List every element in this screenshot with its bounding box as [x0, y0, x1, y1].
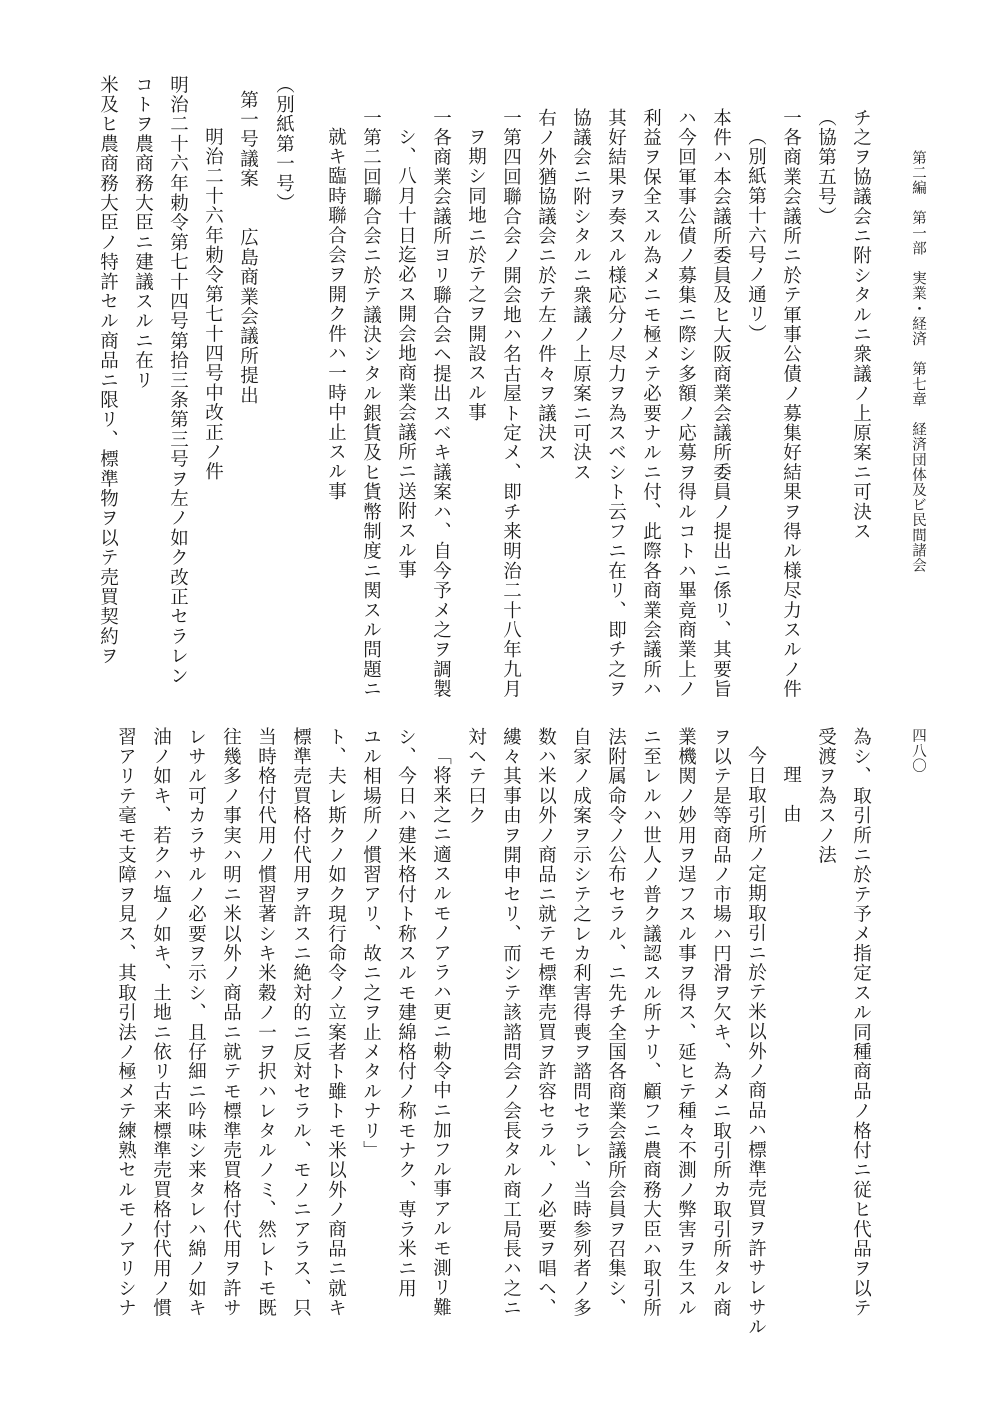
text-column: ヲ期シ同地ニ於テ之ヲ開設スル事	[465, 127, 487, 423]
text-column: 米及ヒ農商務大臣ノ特許セル商品ニ限リ、標準物ヲ以テ売買契約ヲ	[97, 75, 119, 666]
text-column: 第一号議案 広島商業会議所提出	[237, 90, 259, 406]
page-number: 四八〇	[910, 728, 926, 774]
text-column: 右ノ外猶協議会ニ於テ左ノ件々ヲ議決ス	[535, 108, 557, 463]
text-column: 一各商業会議所ニ於テ軍事公債ノ募集好結果ヲ得ル様尽力スルノ件	[780, 108, 802, 699]
text-column: ニ至レルハ世人ノ普ク議認スル所ナリ、顧フニ農商務大臣ハ取引所	[640, 727, 662, 1318]
text-column: シ、今日ハ建米格付ト称スルモ建綿格付ノ称モナク、専ラ米ニ用	[395, 727, 417, 1299]
text-column: 習アリテ毫モ支障ヲ見ス、其取引法ノ極メテ練熟セルモノアリシナ	[115, 727, 137, 1318]
text-column: 利益ヲ保全スル為メニモ極メテ必要ナルニ付、此際各商業会議所ハ	[640, 108, 662, 699]
text-column: 油ノ如キ、若クハ塩ノ如キ、土地ニ依リ古来標準売買格付代用ノ慣	[150, 727, 172, 1318]
text-column: ト、夫レ斯クノ如ク現行命令ノ立案者ト雖トモ米以外ノ商品ニ就キ	[325, 727, 347, 1319]
text-column: 業機関ノ妙用ヲ逞フスル事ヲ得ス、延ヒテ種々不測ノ弊害ヲ生スル	[675, 727, 697, 1318]
text-column: コトヲ農商務大臣ニ建議スルニ在リ	[132, 75, 154, 391]
text-column: 明治二十六年勅令第七十四号中改正ノ件	[202, 127, 224, 482]
text-column: ユル相場所ノ慣習アリ、故ニ之ヲ止メタルナリ」	[360, 727, 382, 1161]
running-header: 第二編 第一部 実業・経済 第七章 経済団体及ビ民間諸会	[910, 150, 926, 573]
text-column: 法附属命令ノ公布セラル、ニ先チ全国各商業会議所会員ヲ召集シ、	[605, 727, 627, 1318]
text-column: （別紙第十六号ノ通リ）	[745, 127, 767, 344]
text-column: 受渡ヲ為スノ法	[815, 727, 837, 865]
text-column: 為シ、取引所ニ於テ予メ指定スル同種商品ノ格付ニ従ヒ代品ヲ以テ	[850, 727, 872, 1318]
text-column: 一第四回聯合会ノ開会地ハ名古屋ト定メ、即チ来明治二十八年九月	[500, 108, 522, 699]
text-column: （協第五号）	[815, 108, 837, 227]
text-column: 標準売買格付代用ヲ許スニ絶対的ニ反対セラル、モノニアラス、只	[290, 727, 312, 1318]
text-column: 一第二回聯合会ニ於テ議決シタル銀貨及ヒ貨幣制度ニ関スル問題ニ	[360, 108, 382, 699]
text-column: （別紙第一号）	[273, 75, 295, 213]
text-column: 就キ臨時聯合会ヲ開ク件ハ一時中止スル事	[325, 127, 347, 502]
text-column: 往幾多ノ事実ハ明ニ米以外ノ商品ニ就テモ標準売買格付代用ヲ許サ	[220, 727, 242, 1318]
text-column: 数ハ米以外ノ商品ニ就テモ標準売買ヲ許容セラル、ノ必要ヲ唱ヘ、	[535, 727, 557, 1318]
text-column: 自家ノ成案ヲ示シテ之レカ利害得喪ヲ諮問セラレ、当時参列者ノ多	[570, 727, 592, 1318]
text-column: 其好結果ヲ奏スル様応分ノ尽力ヲ為スベシト云フニ在リ、即チ之ヲ	[605, 108, 627, 699]
text-column: 本件ハ本会議所委員及ヒ大阪商業会議所委員ノ提出ニ係リ、其要旨	[710, 108, 732, 699]
text-column: 明治二十六年勅令第七十四号第拾三条第三号ヲ左ノ如ク改正セラレン	[167, 75, 189, 686]
text-column: 縷々其事由ヲ開申セリ、而シテ該諮問会ノ会長タル商工局長ハ之ニ	[500, 727, 522, 1318]
text-column: 対ヘテ曰ク	[465, 727, 487, 826]
text-column: 当時格付代用ノ慣習著シキ米穀ノ一ヲ択ハレタルノミ、然レトモ既	[255, 727, 277, 1318]
text-column: 今日取引所ノ定期取引ニ於テ米以外ノ商品ハ標準売買ヲ許サレサル	[745, 746, 767, 1337]
text-column: ヲ以テ是等商品ノ市場ハ円滑ヲ欠キ、為メニ取引所カ取引所タル商	[710, 727, 732, 1318]
text-column: シ、八月十日迄必ス開会地商業会議所ニ送附スル事	[395, 127, 417, 581]
text-column: レサル可カラサルノ必要ヲ示シ、且仔細ニ吟味シ来タレハ綿ノ如キ	[185, 727, 207, 1318]
text-column: 「将来之ニ適スルモノアラハ更ニ勅令中ニ加フル事アルモ測リ難	[430, 746, 452, 1318]
text-column: 理 由	[780, 765, 802, 825]
text-column: ハ今回軍事公債ノ募集ニ際シ多額ノ応募ヲ得ルコトハ畢竟商業上ノ	[675, 108, 697, 699]
text-column: 一各商業会議所ヨリ聯合会ヘ提出スベキ議案ハ、自今予メ之ヲ調製	[430, 108, 452, 699]
text-column: チ之ヲ協議会ニ附シタルニ衆議ノ上原案ニ可決ス	[850, 108, 872, 542]
text-column: 協議会ニ附シタルニ衆議ノ上原案ニ可決ス	[570, 108, 592, 483]
